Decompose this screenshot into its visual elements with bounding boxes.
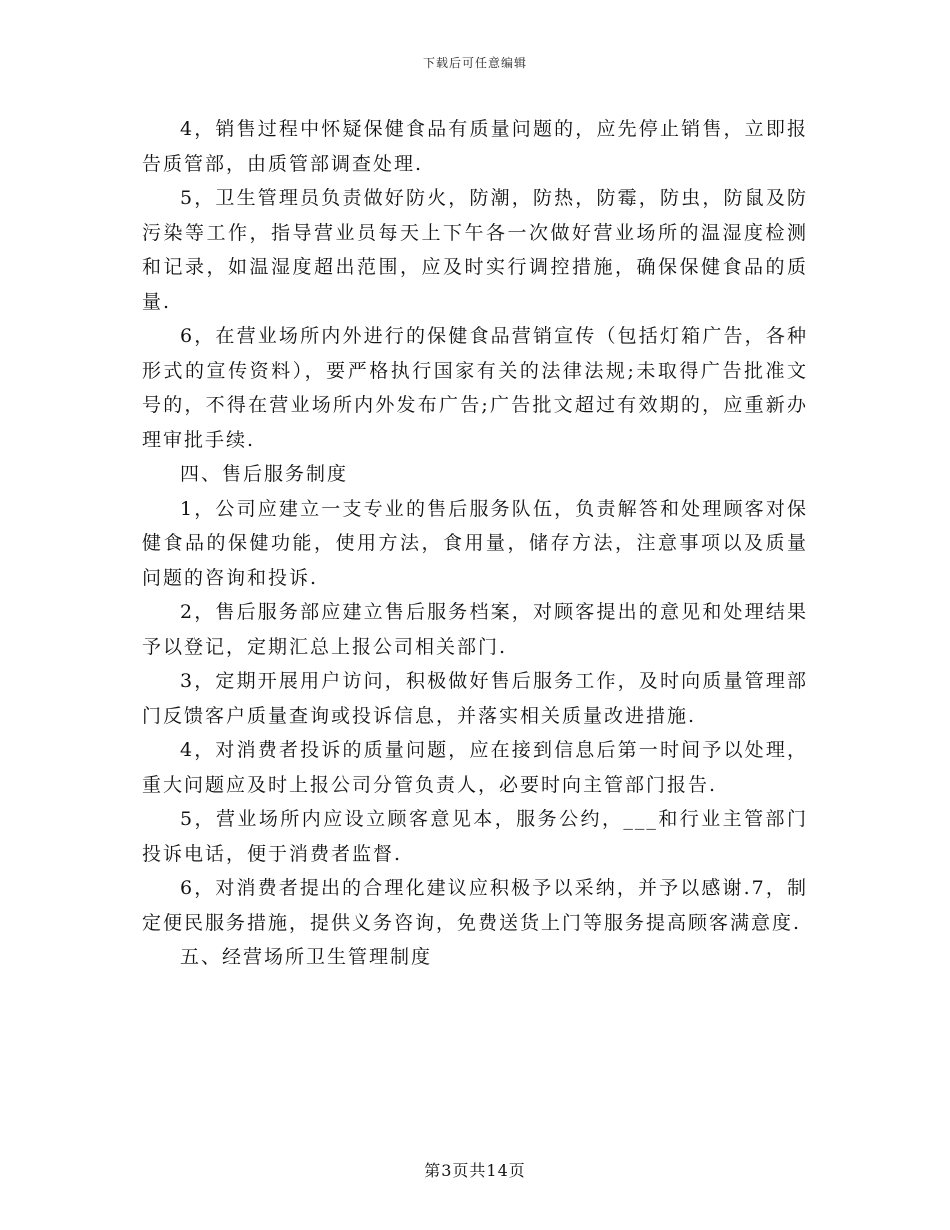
section-heading-hygiene: 五、经营场所卫生管理制度 [180,946,433,968]
page-number: 第3页共14页 [424,1161,526,1180]
paragraph-service-team: 1，公司应建立一支专业的售后服务队伍，负责解答和处理顾客对保健食品的保健功能，使用方法，食用量，储存方法，注意事项以及质量问题的咨询和投诉. [142,497,808,589]
paragraph-user-visits: 3，定期开展用户访问，积极做好售后服务工作，及时向质量管理部门反馈客户质量查询或投诉信息，并落实相关质量改进措施. [142,670,808,727]
paragraph-complaints: 4，对消费者投诉的质量问题，应在接到信息后第一时间予以处理，重大问题应及时上报公司分管负责人，必要时向主管部门报告. [142,739,808,796]
header-note: 下载后可任意编辑 [422,56,527,70]
document-body [142,112,808,975]
paragraph-advertising: 6，在营业场所内外进行的保健食品营销宣传（包括灯箱广告，各种形式的宣传资料），要严格执行国家有关的法律法规;未取得广告批准文号的，不得在营业场所内外发布广告;广告批文超过有效期的，应重新办理审批手续. [142,325,808,451]
section-heading-after-sales: 四、售后服务制度 [180,463,349,485]
paragraph-service-archive: 2，售后服务部应建立售后服务档案，对顾客提出的意见和处理结果予以登记，定期汇总上报公司相关部门. [142,601,808,658]
paragraph-quality-issue: 4，销售过程中怀疑保健食品有质量问题的，应先停止销售，立即报告质管部，由质管部调查处理. [142,118,808,175]
paragraph-suggestions: 6，对消费者提出的合理化建议应积极予以采纳，并予以感谢.7，制定便民服务措施，提供义务咨询，免费送货上门等服务提高顾客满意度. [142,877,808,934]
paragraph-feedback-book: 5，营业场所内应设立顾客意见本，服务公约，___和行业主管部门投诉电话，便于消费者监督. [142,808,808,865]
paragraph-hygiene-manager: 5，卫生管理员负责做好防火，防潮，防热，防霉，防虫，防鼠及防污染等工作，指导营业员每天上下午各一次做好营业场所的温湿度检测和记录，如温湿度超出范围，应及时实行调控措施，确保保健食品的质量. [142,187,808,313]
